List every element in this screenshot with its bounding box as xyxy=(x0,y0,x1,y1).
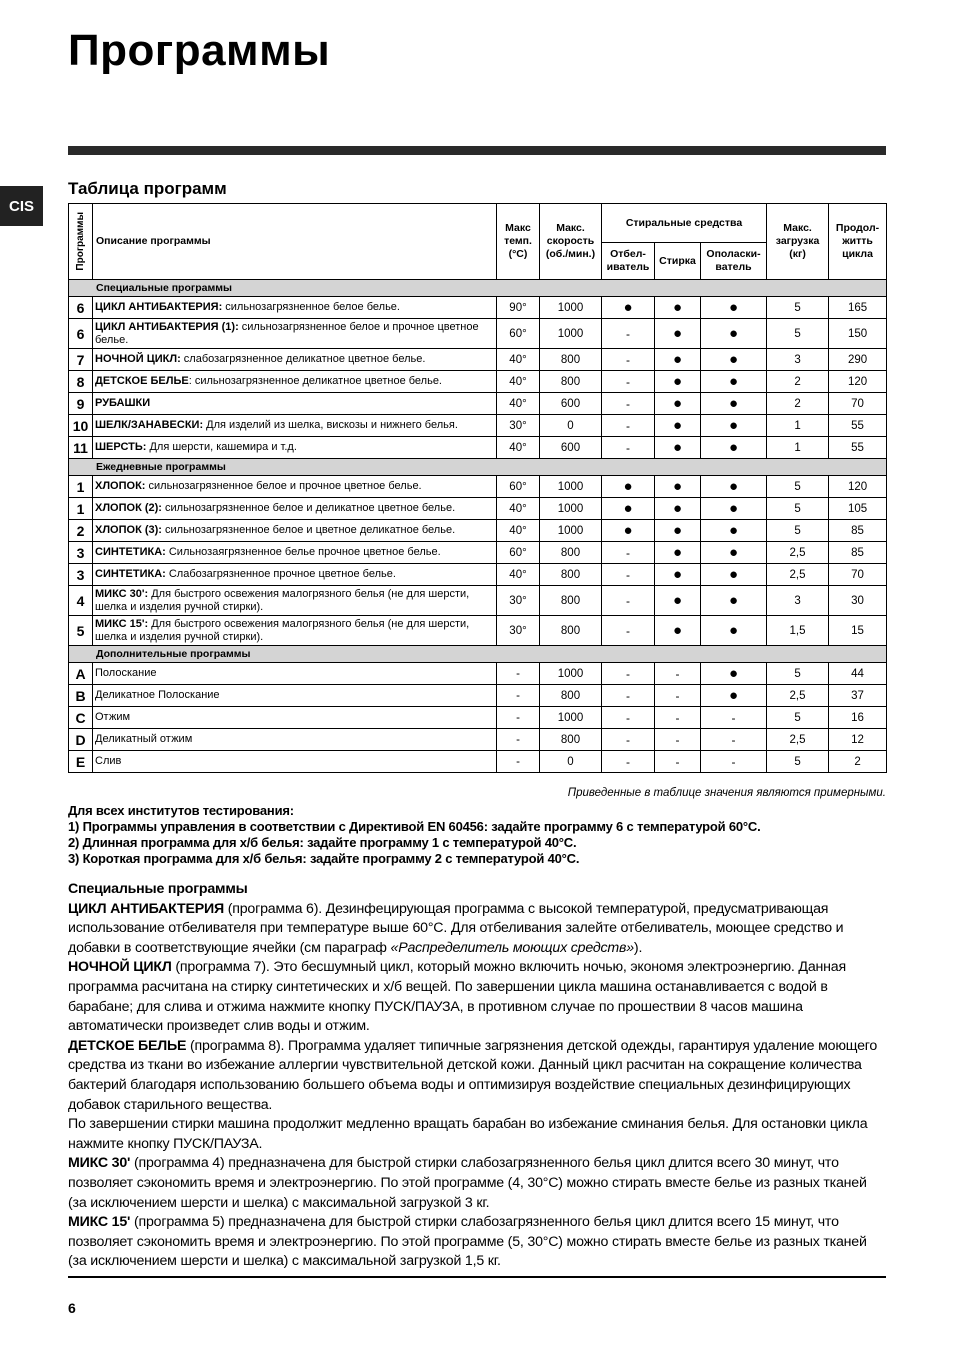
table-row xyxy=(69,349,887,371)
program-description: Полоскание xyxy=(93,663,497,685)
rinse-cell: ● xyxy=(701,319,767,349)
program-number: 1 xyxy=(69,476,93,498)
col-max-speed: Макс. скорость (об./мин.) xyxy=(540,204,602,280)
duration-cell: 105 xyxy=(829,498,887,520)
max-speed-cell: 1000 xyxy=(540,319,602,349)
max-load-cell: 2,5 xyxy=(767,542,829,564)
bleach-cell: - xyxy=(602,707,655,729)
max-temp-cell: 40° xyxy=(497,520,540,542)
program-number: 10 xyxy=(69,415,93,437)
duration-cell: 70 xyxy=(829,564,887,586)
program-number: E xyxy=(69,751,93,773)
program-number: 11 xyxy=(69,437,93,459)
bleach-cell: - xyxy=(602,685,655,707)
rinse-cell: ● xyxy=(701,476,767,498)
section-title: Дополнительные программы xyxy=(69,646,887,663)
header-divider xyxy=(68,146,886,155)
program-number: 2 xyxy=(69,520,93,542)
max-load-cell: 2 xyxy=(767,393,829,415)
rinse-cell: - xyxy=(701,751,767,773)
page-number: 6 xyxy=(68,1300,76,1316)
section-header xyxy=(69,280,887,297)
max-load-cell: 5 xyxy=(767,319,829,349)
rinse-cell: ● xyxy=(701,520,767,542)
col-rinse: Ополаски- ватель xyxy=(701,243,767,280)
table-row xyxy=(69,751,887,773)
wash-cell: ● xyxy=(655,297,701,319)
bleach-cell: ● xyxy=(602,297,655,319)
max-speed-cell: 800 xyxy=(540,371,602,393)
max-load-cell: 5 xyxy=(767,498,829,520)
program-description: НОЧНОЙ ЦИКЛ: слабозагрязненное деликатное цветное белье. xyxy=(93,349,497,371)
bleach-cell: ● xyxy=(602,498,655,520)
program-description: Отжим xyxy=(93,707,497,729)
duration-cell: 37 xyxy=(829,685,887,707)
max-load-cell: 5 xyxy=(767,297,829,319)
program-description: ХЛОПОК: сильнозагрязненное белое и прочное цветное белье. xyxy=(93,476,497,498)
col-max-temp: Макс темп. (°С) xyxy=(497,204,540,280)
program-number: B xyxy=(69,685,93,707)
max-temp-cell: 40° xyxy=(497,498,540,520)
table-row xyxy=(69,520,887,542)
max-temp-cell: 30° xyxy=(497,616,540,646)
wash-cell: - xyxy=(655,729,701,751)
program-description: СИНТЕТИКА: Сильнозаягрязненное белье прочное цветное белье. xyxy=(93,542,497,564)
bleach-cell: - xyxy=(602,586,655,616)
duration-cell: 70 xyxy=(829,393,887,415)
side-tab-cis: CIS xyxy=(0,186,43,226)
max-temp-cell: - xyxy=(497,751,540,773)
wash-cell: ● xyxy=(655,393,701,415)
program-description: ХЛОПОК (3): сильнозагрязненное белое и цветное деликатное белье. xyxy=(93,520,497,542)
section-title: Специальные программы xyxy=(69,280,887,297)
wash-cell: ● xyxy=(655,437,701,459)
duration-cell: 165 xyxy=(829,297,887,319)
rinse-cell: ● xyxy=(701,542,767,564)
program-number: 7 xyxy=(69,349,93,371)
bleach-cell: ● xyxy=(602,476,655,498)
max-load-cell: 2,5 xyxy=(767,564,829,586)
wash-cell: ● xyxy=(655,415,701,437)
max-temp-cell: 40° xyxy=(497,564,540,586)
testing-instructions xyxy=(68,803,761,867)
max-load-cell: 2 xyxy=(767,371,829,393)
bleach-cell: - xyxy=(602,371,655,393)
testing-heading: Для всех институтов тестирования: xyxy=(68,803,294,818)
rinse-cell: ● xyxy=(701,371,767,393)
section-header xyxy=(69,646,887,663)
testing-line: 1) Программы управления в соответствии с Директивой EN 60456: задайте программу 6 с температурой 60°C. xyxy=(68,819,761,834)
paragraph-night-cycle: НОЧНОЙ ЦИКЛ (программа 7). Это бесшумный цикл, который можно включить ночью, экономя электроэнергию. Данная программа расчитана на стирку синтетических и х/б вещей. По завершении цикла машина останавливается с водой в барабане; для слива и отжима нажмите кнопку ПУСК/ПАУЗА, в противном случае по прошествии 8 часов машина автоматически произведет слив воды и отжим. xyxy=(68,959,846,1035)
table-row xyxy=(69,415,887,437)
max-temp-cell: 60° xyxy=(497,542,540,564)
wash-cell: - xyxy=(655,707,701,729)
table-row xyxy=(69,707,887,729)
program-description: Деликатный отжим xyxy=(93,729,497,751)
max-speed-cell: 800 xyxy=(540,729,602,751)
rinse-cell: ● xyxy=(701,437,767,459)
wash-cell: ● xyxy=(655,349,701,371)
paragraph-antibacteria: ЦИКЛ АНТИБАКТЕРИЯ (программа 6). Дезинфецирующая программа с высокой температурой, предусматривающая использование отбеливателя при температуре выше 60°C. Для отбеливания залейте отбеливатель, моющее средство и добавки в соответствующие ячейки (см параграф «Распределитель моющих средств»). xyxy=(68,900,844,956)
table-note: Приведенные в таблице значения являются примерными. xyxy=(567,787,886,799)
duration-cell: 120 xyxy=(829,371,887,393)
wash-cell: ● xyxy=(655,564,701,586)
col-max-load: Макс. загрузка (кг) xyxy=(767,204,829,280)
col-wash: Стирка xyxy=(655,243,701,280)
rinse-cell: ● xyxy=(701,616,767,646)
table-row xyxy=(69,371,887,393)
max-speed-cell: 1000 xyxy=(540,663,602,685)
rinse-cell: ● xyxy=(701,586,767,616)
page-title: Программы xyxy=(68,26,331,75)
bleach-cell: ● xyxy=(602,520,655,542)
duration-cell: 44 xyxy=(829,663,887,685)
duration-cell: 85 xyxy=(829,520,887,542)
table-row xyxy=(69,437,887,459)
max-temp-cell: 90° xyxy=(497,297,540,319)
table-row xyxy=(69,498,887,520)
paragraph-baby-clothes: ДЕТСКОЕ БЕЛЬЕ (программа 8). Программа удаляет типичные загрязнения детской одежды, гарантируя удаление моющего средства из ткани во избежание аллергии чувствительной детской кожи. Данный цикл расчитан на сокращение количества бактерий благодаря использованию большего объема воды и оптимизируя воздействие специальных дезинфицирующих добавок старильного вещества. xyxy=(68,1037,878,1113)
program-description: Слив xyxy=(93,751,497,773)
program-description: ДЕТСКОЕ БЕЛЬЕ: сильнозагрязненное деликатное цветное белье. xyxy=(93,371,497,393)
paragraph-mix-15: МИКС 15' (программа 5) предназначена для быстрой стирки слабозагрязненного белья цикл длится всего 15 минут, что позволяет сэкономить время и электроэнергию. По этой программе (5, 30°C) можно стирать вместе белье из разных тканей (за исключением шерсти и шелка) с максимальной загрузкой 1,5 кг. xyxy=(68,1214,867,1270)
max-temp-cell: 40° xyxy=(497,393,540,415)
special-heading: Специальные программы xyxy=(68,881,248,897)
rinse-cell: - xyxy=(701,707,767,729)
duration-cell: 12 xyxy=(829,729,887,751)
program-description: МИКС 30': Для быстрого освежения малогрязного белья (не для шерсти, шелка и изделия ручной стирки). xyxy=(93,586,497,616)
paragraph-after-wash: По завершении стирки машина продолжит медленно вращать барабан во избежание сминания белья. Для остановки цикла нажмите кнопку ПУСК/ПАУЗА. xyxy=(68,1116,868,1152)
max-temp-cell: - xyxy=(497,663,540,685)
max-speed-cell: 800 xyxy=(540,564,602,586)
max-load-cell: 5 xyxy=(767,520,829,542)
col-detergents: Стиральные средства xyxy=(602,204,767,243)
testing-line: 3) Короткая программа для х/б белья: задайте программу 2 с температурой 40°C. xyxy=(68,851,580,866)
bleach-cell: - xyxy=(602,729,655,751)
max-speed-cell: 0 xyxy=(540,415,602,437)
max-load-cell: 5 xyxy=(767,707,829,729)
wash-cell: - xyxy=(655,685,701,707)
rinse-cell: ● xyxy=(701,685,767,707)
rinse-cell: - xyxy=(701,729,767,751)
max-temp-cell: 40° xyxy=(497,437,540,459)
duration-cell: 15 xyxy=(829,616,887,646)
bleach-cell: - xyxy=(602,319,655,349)
max-temp-cell: - xyxy=(497,707,540,729)
max-load-cell: 5 xyxy=(767,751,829,773)
col-duration: Продол- житть цикла xyxy=(829,204,887,280)
program-description: ШЕРСТЬ: Для шерсти, кашемира и т.д. xyxy=(93,437,497,459)
max-speed-cell: 1000 xyxy=(540,476,602,498)
program-description: РУБАШКИ xyxy=(93,393,497,415)
bleach-cell: - xyxy=(602,415,655,437)
table-row xyxy=(69,319,887,349)
wash-cell: ● xyxy=(655,542,701,564)
program-description: МИКС 15': Для быстрого освежения малогрязного белья (не для шерсти, шелка и изделия ручной стирки). xyxy=(93,616,497,646)
bleach-cell: - xyxy=(602,437,655,459)
max-load-cell: 2,5 xyxy=(767,729,829,751)
duration-cell: 16 xyxy=(829,707,887,729)
program-number: C xyxy=(69,707,93,729)
max-load-cell: 1,5 xyxy=(767,616,829,646)
max-temp-cell: 60° xyxy=(497,319,540,349)
program-description: ЦИКЛ АНТИБАКТЕРИЯ (1): сильнозагрязненное белое и прочное цветное белье. xyxy=(93,319,497,349)
program-description: СИНТЕТИКА: Слабозагрязненное прочное цветное белье. xyxy=(93,564,497,586)
table-row xyxy=(69,393,887,415)
program-number: 1 xyxy=(69,498,93,520)
max-speed-cell: 800 xyxy=(540,586,602,616)
program-number: 6 xyxy=(69,297,93,319)
max-temp-cell: 60° xyxy=(497,476,540,498)
duration-cell: 30 xyxy=(829,586,887,616)
paragraph-mix-30: МИКС 30' (программа 4) предназначена для быстрой стирки слабозагрязненного белья цикл длится всего 30 минут, что позволяет сэкономить время и электроэнергию. По этой программе (4, 30°C) можно стирать вместе белье из разных тканей (за исключением шерсти и шелка) с максимальной загрузкой 3 кг. xyxy=(68,1155,867,1211)
program-number: 3 xyxy=(69,542,93,564)
programs-table-body xyxy=(69,280,887,773)
wash-cell: ● xyxy=(655,520,701,542)
max-speed-cell: 1000 xyxy=(540,707,602,729)
max-speed-cell: 1000 xyxy=(540,498,602,520)
max-load-cell: 1 xyxy=(767,437,829,459)
program-description: ЦИКЛ АНТИБАКТЕРИЯ: сильнозагрязненное белое белье. xyxy=(93,297,497,319)
program-description: ХЛОПОК (2): сильнозагрязненное белое и деликатное цветное белье. xyxy=(93,498,497,520)
program-number: 4 xyxy=(69,586,93,616)
col-bleach: Отбел- иватель xyxy=(602,243,655,280)
program-description: ШЕЛК/ЗАНАВЕСКИ: Для изделий из шелка, вискозы и нижнего белья. xyxy=(93,415,497,437)
table-row xyxy=(69,729,887,751)
table-row xyxy=(69,564,887,586)
table-row xyxy=(69,297,887,319)
max-load-cell: 1 xyxy=(767,415,829,437)
program-number: 8 xyxy=(69,371,93,393)
program-number: A xyxy=(69,663,93,685)
max-load-cell: 5 xyxy=(767,476,829,498)
testing-line: 2) Длинная программа для х/б белья: задайте программу 1 с температурой 40°C. xyxy=(68,835,577,850)
rinse-cell: ● xyxy=(701,663,767,685)
duration-cell: 85 xyxy=(829,542,887,564)
max-temp-cell: 30° xyxy=(497,586,540,616)
max-speed-cell: 800 xyxy=(540,685,602,707)
max-load-cell: 3 xyxy=(767,349,829,371)
footer-divider xyxy=(68,1276,886,1278)
bleach-cell: - xyxy=(602,349,655,371)
max-speed-cell: 800 xyxy=(540,542,602,564)
rinse-cell: ● xyxy=(701,498,767,520)
section-title: Ежедневные программы xyxy=(69,459,887,476)
col-programs: Программы xyxy=(69,204,93,280)
max-temp-cell: 40° xyxy=(497,349,540,371)
program-description: Деликатное Полоскание xyxy=(93,685,497,707)
max-load-cell: 2,5 xyxy=(767,685,829,707)
bleach-cell: - xyxy=(602,663,655,685)
max-speed-cell: 800 xyxy=(540,349,602,371)
col-description: Описание программы xyxy=(93,204,497,280)
max-speed-cell: 600 xyxy=(540,437,602,459)
wash-cell: - xyxy=(655,663,701,685)
programs-table xyxy=(68,203,887,773)
rinse-cell: ● xyxy=(701,393,767,415)
bleach-cell: - xyxy=(602,393,655,415)
program-number: 3 xyxy=(69,564,93,586)
table-title: Таблица программ xyxy=(68,179,227,198)
bleach-cell: - xyxy=(602,751,655,773)
max-temp-cell: - xyxy=(497,685,540,707)
wash-cell: ● xyxy=(655,498,701,520)
table-row xyxy=(69,586,887,616)
rinse-cell: ● xyxy=(701,415,767,437)
rinse-cell: ● xyxy=(701,297,767,319)
program-number: D xyxy=(69,729,93,751)
wash-cell: - xyxy=(655,751,701,773)
program-number: 6 xyxy=(69,319,93,349)
max-temp-cell: 40° xyxy=(497,371,540,393)
program-number: 5 xyxy=(69,616,93,646)
max-temp-cell: - xyxy=(497,729,540,751)
wash-cell: ● xyxy=(655,616,701,646)
duration-cell: 55 xyxy=(829,437,887,459)
max-speed-cell: 0 xyxy=(540,751,602,773)
table-row xyxy=(69,476,887,498)
rinse-cell: ● xyxy=(701,564,767,586)
bleach-cell: - xyxy=(602,542,655,564)
max-temp-cell: 30° xyxy=(497,415,540,437)
section-header xyxy=(69,459,887,476)
table-row xyxy=(69,616,887,646)
duration-cell: 150 xyxy=(829,319,887,349)
max-load-cell: 5 xyxy=(767,663,829,685)
max-speed-cell: 1000 xyxy=(540,297,602,319)
max-speed-cell: 1000 xyxy=(540,520,602,542)
rinse-cell: ● xyxy=(701,349,767,371)
max-load-cell: 3 xyxy=(767,586,829,616)
wash-cell: ● xyxy=(655,371,701,393)
duration-cell: 290 xyxy=(829,349,887,371)
program-number: 9 xyxy=(69,393,93,415)
wash-cell: ● xyxy=(655,319,701,349)
wash-cell: ● xyxy=(655,476,701,498)
table-row xyxy=(69,685,887,707)
duration-cell: 55 xyxy=(829,415,887,437)
wash-cell: ● xyxy=(655,586,701,616)
duration-cell: 2 xyxy=(829,751,887,773)
table-row xyxy=(69,542,887,564)
max-speed-cell: 600 xyxy=(540,393,602,415)
bleach-cell: - xyxy=(602,564,655,586)
table-row xyxy=(69,663,887,685)
special-programs-section xyxy=(68,880,886,1272)
bleach-cell: - xyxy=(602,616,655,646)
max-speed-cell: 800 xyxy=(540,616,602,646)
duration-cell: 120 xyxy=(829,476,887,498)
